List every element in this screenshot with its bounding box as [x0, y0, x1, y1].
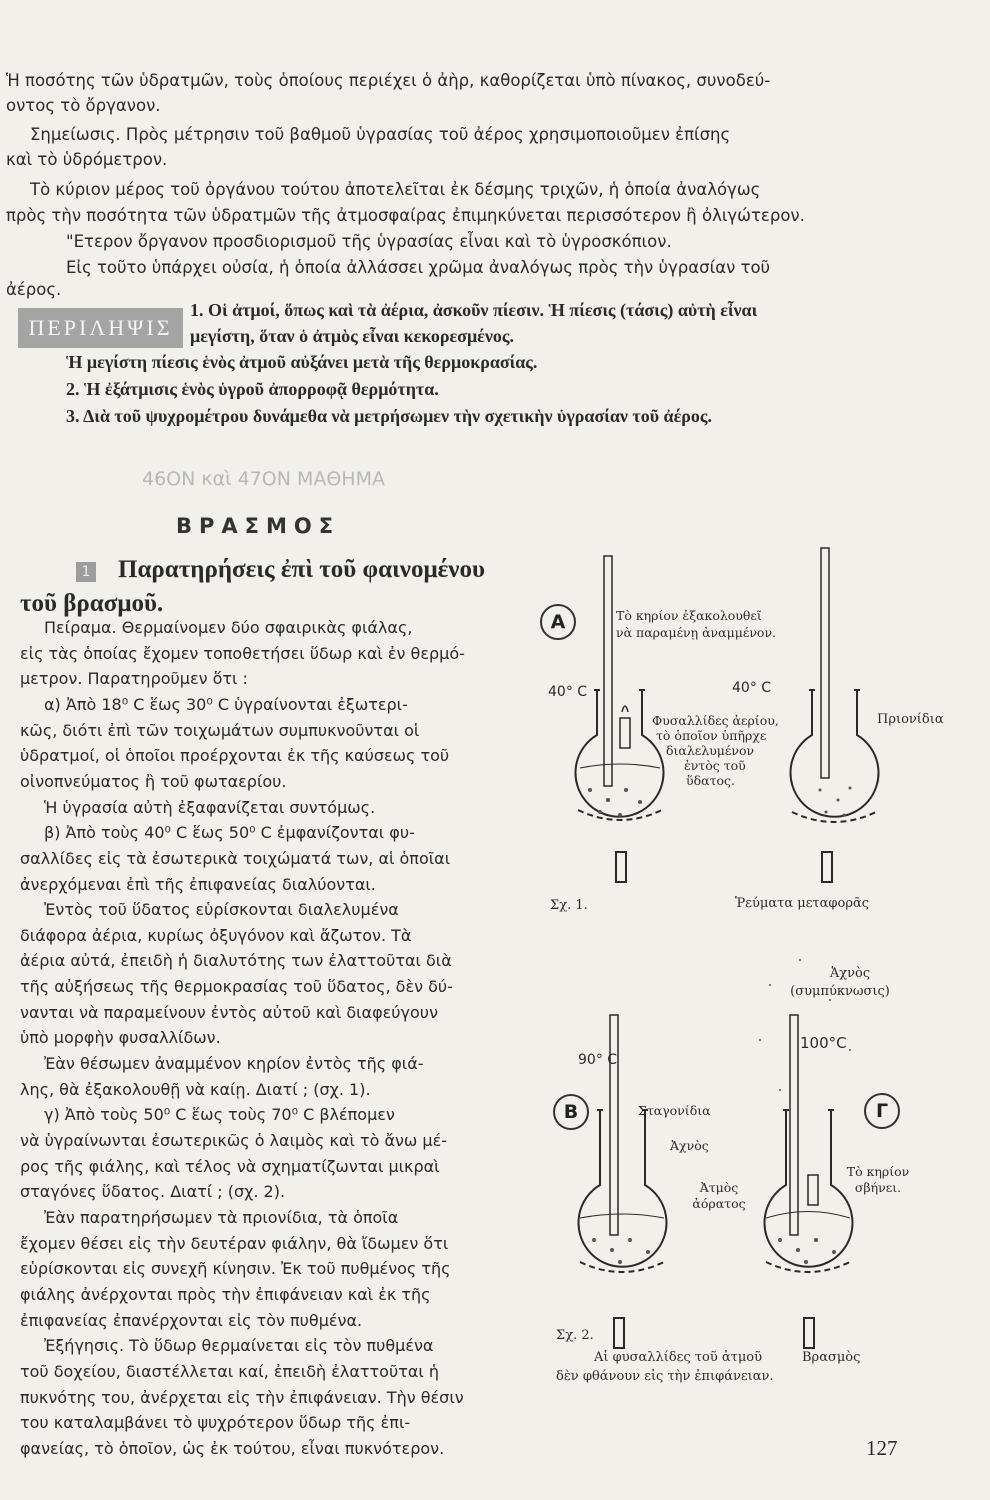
body-line: οἰνοπνεύματος ἢ τοῦ φωταερίου. [20, 771, 287, 791]
summary-banner: ΠΕΡΙΛΗΨΙΣ [18, 308, 183, 348]
body-line: ἀνερχόμεναι ἐπὶ τῆς ἐπιφανείας διαλύονται. [20, 874, 376, 894]
summary-line: 1. Οἱ ἀτμοί, ὅπως καὶ τὰ ἀέρια, ἀσκοῦν πίεσιν. Ἡ πίεσις (τάσις) αὐτὴ εἶναι [190, 300, 758, 320]
droplets-note: Σταγονίδια [638, 1103, 711, 1118]
bubbles-note: Φυσαλλίδες ἀερίου, [652, 713, 779, 728]
flask-a-right [791, 548, 879, 882]
body-line: ὑδρατμοί, οἱ ὁποῖοι προέρχονται ἐκ τῆς καύσεως τοῦ [20, 746, 450, 766]
intro-line: Ἡ ποσότης τῶν ὑδρατμῶν, τοὺς ὁποίους περιέχει ὁ ἀὴρ, καθορίζεται ὑπὸ πίνακος, συνοδεύ- [6, 71, 771, 90]
temperature-label: 100°C [800, 1034, 847, 1052]
intro-line: "Ετερον ὄργανον προσδιορισμοῦ τῆς ὑγρασίας εἶναι καὶ τὸ ὑγροσκόπιον. [66, 232, 672, 251]
body-line: ὑπὸ μορφὴν φυσαλλίδων. [20, 1028, 221, 1048]
candle-note: νὰ παραμένῃ ἀναμμένον. [616, 625, 777, 640]
temperature-label: 40° C [732, 680, 772, 696]
body-line: του καταλαμβάνει τὸ ψυχρότερον ὕδωρ τῆς ἐπι- [20, 1413, 411, 1433]
body-line: Ἐξήγησις. Τὸ ὕδωρ θερμαίνεται εἰς τὸν πυθμένα [44, 1336, 434, 1356]
figure-caption: Αἱ φυσαλλίδες τοῦ ἀτμοῦ [594, 1350, 763, 1365]
body-line: ἔχομεν θέσει εἰς τὴν δευτέραν φιάλην, θὰ ἴδωμεν ὅτι [20, 1233, 449, 1253]
lesson-heading: 46ΟΝ καὶ 47ΟΝ ΜΑΘΗΜΑ [142, 468, 385, 490]
body-line: λης, θὰ ἐξακολουθῇ νὰ καίῃ. Διατί ; (σχ. 1). [20, 1079, 371, 1099]
intro-line: Εἰς τοῦτο ὑπάρχει οὐσία, ἡ ὁποία ἀλλάσσει χρῶμα ἀναλόγως πρὸς τὴν ὑγρασίαν τοῦ [66, 258, 771, 277]
vapor-note: Ἀχνὸς [829, 966, 871, 981]
figure-label-b: Β [553, 1094, 589, 1130]
bubbles-note: διαλελυμένον [666, 743, 755, 758]
intro-note-line: Σημείωσις. Πρὸς μέτρησιν τοῦ βαθμοῦ ὑγρασίας τοῦ ἀέρος χρησιμοποιοῦμεν ἐπίσης [30, 125, 731, 144]
figure-caption: Σχ. 1. [550, 898, 588, 913]
figure-label-g: Γ [864, 1093, 900, 1129]
body-line: ρος τῆς φιάλης, καὶ τέλος νὰ σχηματίζωνται μικραὶ [20, 1156, 440, 1176]
body-line: σταγόνες ὕδατος. Διατί ; (σχ. 2). [20, 1182, 286, 1202]
steam-note: ἀόρατος [692, 1196, 746, 1211]
intro-line: οντος τὸ ὄργανον. [6, 96, 161, 115]
body-line: Ἐὰν παρατηρήσωμεν τὰ πριονίδια, τὰ ὁποῖα [44, 1207, 399, 1227]
body-line: γ) Ἀπὸ τοὺς 50⁰ C ἕως τοὺς 70⁰ C βλέπομεν [44, 1105, 395, 1125]
temperature-label: 90° C [578, 1052, 618, 1068]
figure-caption: Βρασμὸς [802, 1350, 861, 1365]
body-line: φανείας, τὸ ὁποῖον, ὡς ἐκ τούτου, εἶναι πυκνότερον. [20, 1438, 445, 1458]
figure-caption: Ῥεύματα μεταφορᾶς [735, 896, 870, 911]
candle-note: Τὸ κηρίον ἐξακολουθεῖ [616, 608, 762, 623]
body-line: α) Ἀπὸ 18⁰ C ἕως 30⁰ C ὑγραίνονται ἐξωτερι- [44, 694, 408, 714]
body-line: φιάλης ἀνέρχονται πρὸς τὴν ἐπιφάνειαν καὶ ἐκ τῆς [20, 1284, 431, 1304]
candle-out-note: Τὸ κηρίον [846, 1164, 910, 1179]
body-line: ἐπιφανείας ἐπανέρχονται εἰς τὸν πυθμένα. [20, 1310, 363, 1330]
intro-line: Τὸ κύριον μέρος τοῦ ὀργάνου τούτου ἀποτελεῖται ἐκ δέσμης τριχῶν, ἡ ὁποία ἀναλόγως [30, 180, 761, 199]
mist-note: Ἀχνὸς [670, 1138, 709, 1153]
flask-a-left [576, 556, 664, 882]
body-line: Ἡ ὑγρασία αὐτὴ ἐξαφανίζεται συντόμως. [44, 797, 376, 817]
page-number: 127 [866, 1436, 898, 1460]
figure-label-a: Α [540, 604, 576, 640]
bubbles-note: τὸ ὁποῖον ὑπῆρχε [656, 728, 767, 743]
body-line: Ἐντὸς τοῦ ὕδατος εὑρίσκονται διαλελυμένα [44, 900, 399, 920]
steam-note: Ἀτμὸς [699, 1180, 739, 1195]
sawdust-note: Πριονίδια [877, 712, 944, 727]
summary-line: μεγίστη, ὅταν ὁ ἀτμὸς εἶναι κεκορεσμένος. [190, 326, 514, 346]
candle-out-note: σβήνει. [854, 1180, 902, 1195]
body-line: μετρον. Παρατηροῦμεν ὅτι : [20, 669, 248, 689]
body-line: πυκνότης του, ἀνέρχεται εἰς τὴν ἐπιφάνειαν. Τὴν θέσιν [20, 1387, 464, 1407]
body-line: τῆς αὐξήσεως τῆς θερμοκρασίας τοῦ ὕδατος, δὲν δύ- [20, 977, 453, 997]
body-line: σαλλίδες εἰς τὰ ἐσωτερικὰ τοιχώματά των, αἱ ὁποῖαι [20, 848, 451, 868]
body-line: Ἐὰν θέσωμεν ἀναμμένον κηρίον ἐντὸς τῆς φιά- [44, 1054, 424, 1074]
summary-line: 2. Ἡ ἐξάτμισις ἑνὸς ὑγροῦ ἀπορροφᾷ θερμότητα. [66, 379, 439, 399]
body-line: ἀέρια αὐτά, ἐπειδὴ ἡ διαλυτότης των ἐλαττοῦται διὰ [20, 951, 452, 971]
intro-line: καὶ τὸ ὑδρόμετρον. [6, 150, 168, 169]
body-line: Πείραμα. Θερμαίνομεν δύο σφαιρικὰς φιάλας, [44, 618, 413, 637]
bubbles-note: ἐντὸς τοῦ [684, 758, 746, 773]
bubbles-note: ὕδατος. [686, 773, 735, 788]
section-heading: Παρατηρήσεις ἐπὶ τοῦ φαινομένου [118, 556, 485, 583]
body-line: νὰ ὑγραίνωνται ἐσωτερικῶς ὁ λαιμὸς καὶ τὸ ἄνω μέ- [20, 1131, 448, 1150]
body-line: τοῦ δοχείου, διαστέλλεται καί, ἐπειδὴ ἐλαττοῦται ἡ [20, 1361, 440, 1381]
figure-caption: δὲν φθάνουν εἰς τὴν ἐπιφάνειαν. [556, 1369, 774, 1384]
body-line: νανται νὰ παραμείνουν ἐντὸς αὐτοῦ καὶ διαφεύγουν [20, 1002, 438, 1022]
summary-line: Ἡ μεγίστη πίεσις ἑνὸς ἀτμοῦ αὐξάνει μετὰ τῆς θερμοκρασίας. [66, 352, 538, 372]
body-line: διάφορα ἀέρια, κυρίως ὀξυγόνον καὶ ἄζωτον. Τὰ [20, 925, 412, 945]
page-title: ΒΡΑΣΜΟΣ [176, 514, 341, 538]
temperature-label: 40° C [548, 684, 588, 700]
body-line: κῶς, διότι ἐπὶ τῶν τοιχωμάτων συμπυκνοῦνται οἱ [20, 720, 420, 740]
vapor-note: (συμπύκνωσις) [790, 984, 890, 999]
summary-line: 3. Διὰ τοῦ ψυχρομέτρου δυνάμεθα νὰ μετρήσωμεν τὴν σχετικὴν ὑγρασίαν τοῦ ἀέρος. [66, 406, 713, 426]
body-line: β) Ἀπὸ τοὺς 40⁰ C ἕως 50⁰ C ἐμφανίζονται φυ- [44, 823, 415, 843]
body-line: εἰς τὰς ὁποίας ἔχομεν τοποθετήσει ὕδωρ καὶ ἐν θερμό- [20, 643, 465, 663]
section-heading-continued: τοῦ βρασμοῦ. [20, 590, 164, 617]
body-line: εὑρίσκονται εἰς συνεχῆ κίνησιν. Ἐκ τοῦ πυθμένος τῆς [20, 1259, 451, 1279]
section-number-badge: 1 [76, 562, 96, 582]
intro-line: ἀέρος. [6, 280, 62, 299]
figure-caption: Σχ. 2. [556, 1328, 594, 1343]
intro-line: πρὸς τὴν ποσότητα τῶν ὑδρατμῶν τῆς ἀτμοσφαίρας ἐπιμηκύνεται περισσότερον ἢ ὀλιγώτερον. [6, 206, 805, 225]
